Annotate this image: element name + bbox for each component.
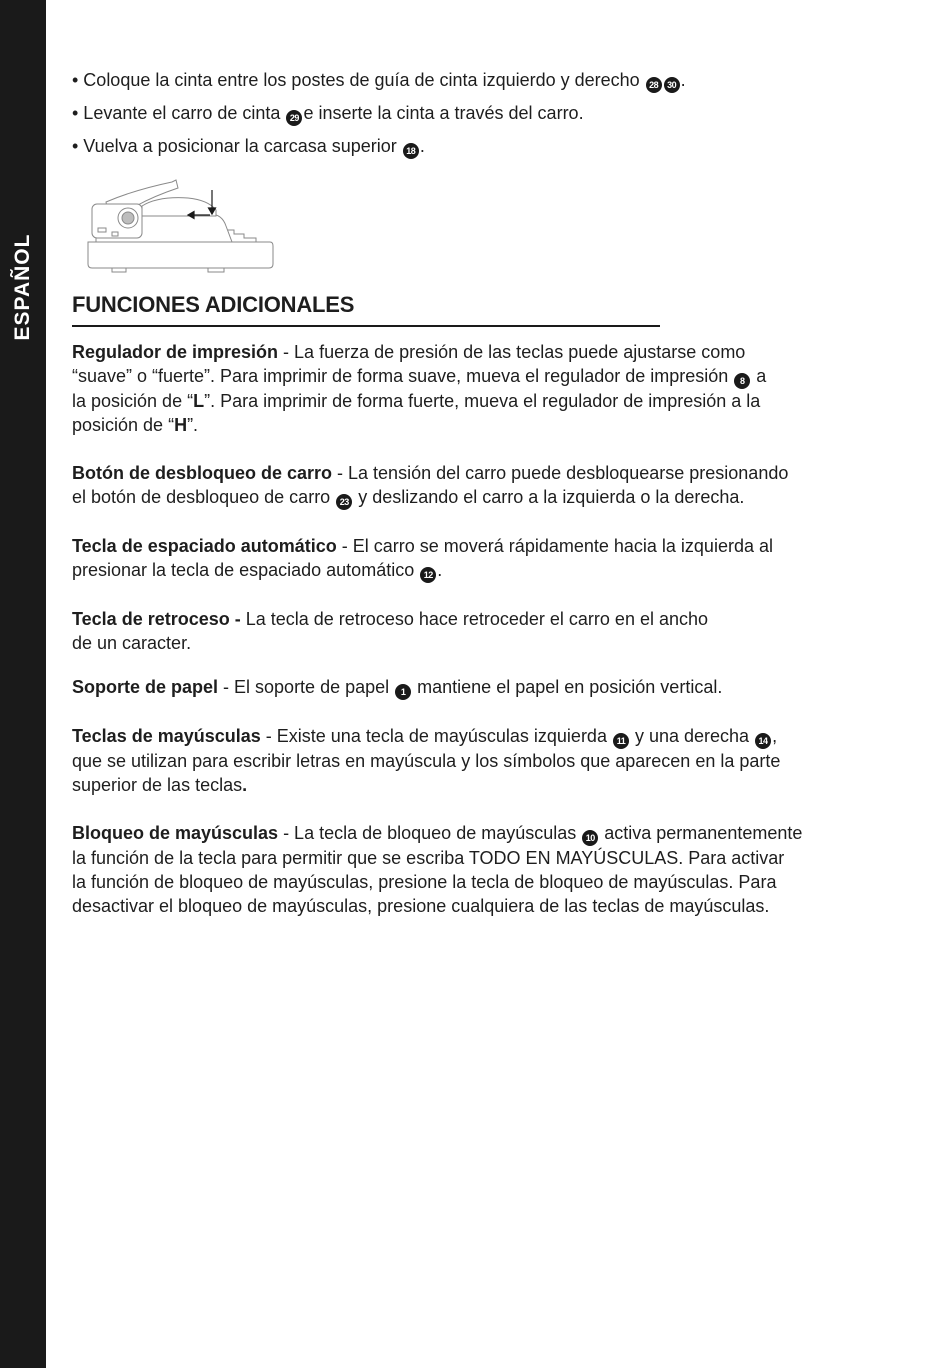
feature-tecla-retroceso: Tecla de retroceso - La tecla de retroceso hace retroceder el carro en el ancho de un caracter. <box>72 609 709 653</box>
part-number-badge: 18 <box>403 143 419 159</box>
language-sidebar <box>0 0 46 1368</box>
part-number-badge: 12 <box>420 567 436 583</box>
bullet-item: • Coloque la cinta entre los postes de guía de cinta izquierdo y derecho 28 30 . <box>72 68 872 93</box>
feature-bloqueo-mayusculas: Bloqueo de mayúsculas - La tecla de bloqueo de mayúsculas 10 activa permanentemente la función de la tecla para permitir que se escriba TODO EN MAYÚSCULAS. Para activar la función de bloqueo de mayúsculas, presione la tecla de bloqueo de mayúsculas. Para desactivar el bloqueo de mayúsculas, presione cualquiera de las teclas de mayúsculas. <box>72 823 803 916</box>
section-title: FUNCIONES ADICIONALES <box>72 292 355 317</box>
part-number-badge: 1 <box>395 684 411 700</box>
part-number-badge: 11 <box>613 733 629 749</box>
typewriter-illustration <box>84 172 280 276</box>
bullet-item: • Vuelva a posicionar la carcasa superior 18 . <box>72 134 872 159</box>
feature-soporte-papel: Soporte de papel - El soporte de papel 1 mantiene el papel en posición vertical. <box>72 675 872 700</box>
ribbon-instructions <box>72 68 872 167</box>
part-number-badge: 30 <box>664 77 680 93</box>
part-number-badge: 28 <box>646 77 662 93</box>
part-number-badge: 14 <box>755 733 771 749</box>
feature-teclas-mayusculas: Teclas de mayúsculas - Existe una tecla de mayúsculas izquierda 11 y una derecha 14 , que se utilizan para escribir letras en mayúscula y los símbolos que aparecen en la parte superior de las teclas. <box>72 726 781 795</box>
section-divider <box>72 325 660 327</box>
feature-desbloqueo-carro: Botón de desbloqueo de carro - La tensión del carro puede desbloquearse presionando el botón de desbloqueo de carro 23 y deslizando el carro a la izquierda o la derecha. <box>72 461 872 510</box>
part-number-badge: 29 <box>286 110 302 126</box>
language-label: ESPAÑOL <box>11 233 34 341</box>
features-list <box>72 340 872 918</box>
part-number-badge: 8 <box>734 373 750 389</box>
part-number-badge: 10 <box>582 830 598 846</box>
bullet-item: • Levante el carro de cinta 29 e inserte la cinta a través del carro. <box>72 101 872 126</box>
feature-espaciado-automatico: Tecla de espaciado automático - El carro se moverá rápidamente hacia la izquierda al presionar la tecla de espaciado automático 12 . <box>72 534 872 583</box>
part-number-badge: 23 <box>336 494 352 510</box>
feature-regulador-impresion: Regulador de impresión - La fuerza de presión de las teclas puede ajustarse como “suave” o “fuerte”. Para imprimir de forma suave, mueva el regulador de impresión 8 a la posición de “L”. Para imprimir de forma fuerte, mueva el regulador de impresión a la posición de “H”. <box>72 342 767 435</box>
